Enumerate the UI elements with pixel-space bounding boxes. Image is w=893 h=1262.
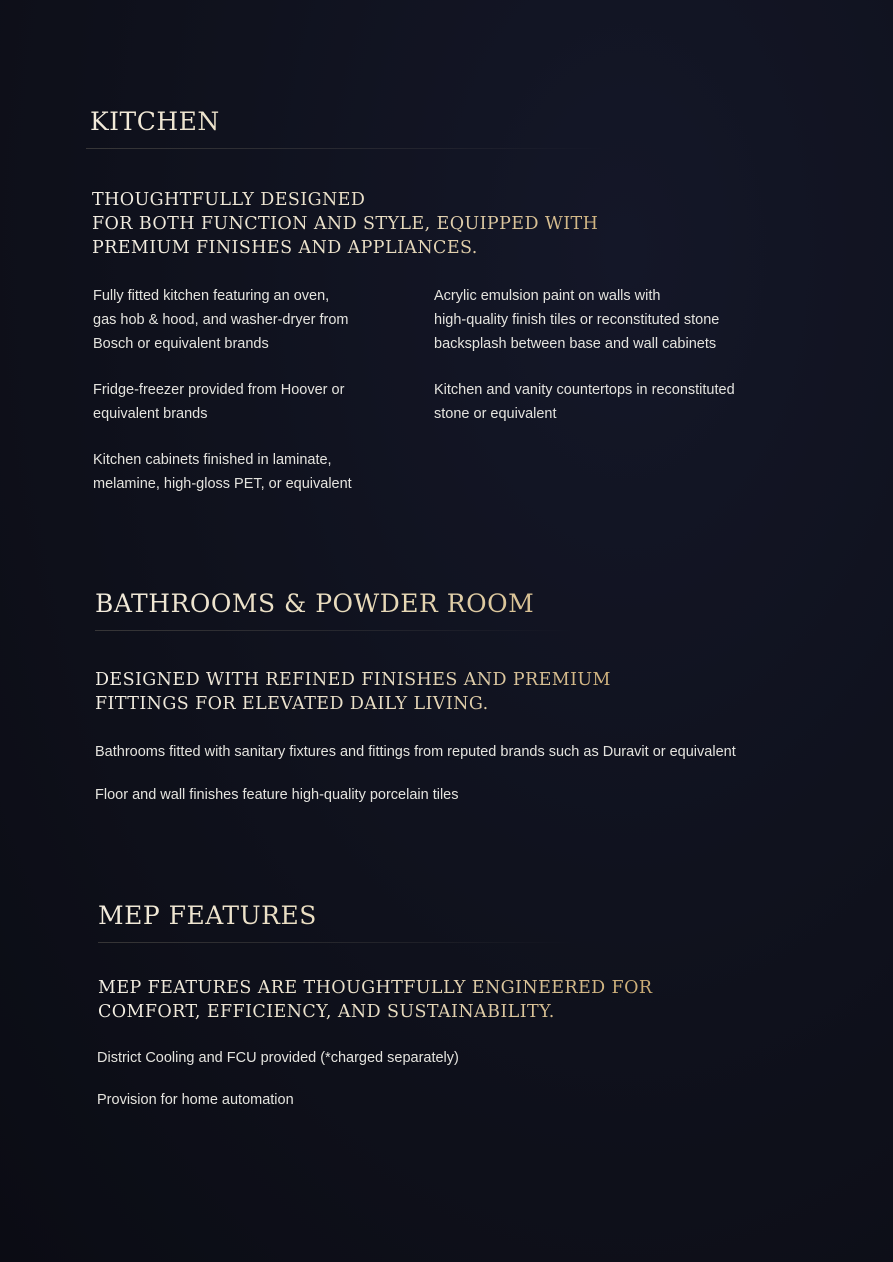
bathrooms-subtitle bbox=[95, 668, 795, 716]
kitchen-item-line: stone or equivalent bbox=[434, 406, 557, 422]
mep-section bbox=[98, 900, 798, 943]
bathrooms-subtitle-line: DESIGNED WITH REFINED FINISHES AND PREMIUM bbox=[95, 670, 611, 690]
kitchen-item-line: backsplash between base and wall cabinets bbox=[434, 336, 717, 352]
kitchen-title: KITCHEN bbox=[90, 106, 790, 138]
mep-title: MEP FEATURES bbox=[98, 900, 798, 932]
kitchen-item bbox=[434, 284, 774, 356]
bathrooms-subtitle-block bbox=[95, 668, 795, 716]
mep-subtitle bbox=[98, 976, 798, 1024]
kitchen-subtitle-line: THOUGHTFULLY DESIGNED bbox=[92, 190, 366, 210]
kitchen-item-line: high-quality finish tiles or reconstituted stone bbox=[434, 312, 720, 328]
mep-items bbox=[97, 1046, 797, 1112]
kitchen-right-column bbox=[434, 284, 774, 426]
kitchen-item bbox=[93, 284, 413, 356]
kitchen-divider bbox=[86, 148, 606, 149]
bathrooms-section bbox=[95, 588, 795, 631]
bathrooms-divider bbox=[95, 630, 575, 631]
bathrooms-items bbox=[95, 740, 815, 807]
kitchen-item-line: Acrylic emulsion paint on walls with bbox=[434, 288, 661, 304]
kitchen-subtitle-line: FOR BOTH FUNCTION AND STYLE, EQUIPPED WITH bbox=[92, 214, 599, 234]
mep-item: Provision for home automation bbox=[97, 1092, 294, 1108]
kitchen-item-line: gas hob & hood, and washer-dryer from bbox=[93, 312, 349, 328]
kitchen-item-line: melamine, high-gloss PET, or equivalent bbox=[93, 476, 352, 492]
mep-item: District Cooling and FCU provided (*charged separately) bbox=[97, 1050, 459, 1066]
kitchen-subtitle bbox=[92, 188, 792, 260]
mep-divider bbox=[98, 942, 578, 943]
kitchen-left-column bbox=[93, 284, 413, 496]
bathrooms-subtitle-line: FITTINGS FOR ELEVATED DAILY LIVING. bbox=[95, 694, 489, 714]
kitchen-item bbox=[434, 378, 774, 426]
kitchen-item bbox=[93, 378, 413, 426]
kitchen-section bbox=[90, 106, 790, 149]
mep-subtitle-line: MEP FEATURES ARE THOUGHTFULLY ENGINEERED FOR bbox=[98, 978, 653, 998]
kitchen-item-line: equivalent brands bbox=[93, 406, 208, 422]
kitchen-subtitle-block bbox=[92, 188, 792, 260]
kitchen-item-line: Kitchen and vanity countertops in reconstituted bbox=[434, 382, 735, 398]
mep-subtitle-line: COMFORT, EFFICIENCY, AND SUSTAINABILITY. bbox=[98, 1002, 555, 1022]
kitchen-item-line: Fridge-freezer provided from Hoover or bbox=[93, 382, 345, 398]
kitchen-item-line: Fully fitted kitchen featuring an oven, bbox=[93, 288, 330, 304]
bathrooms-item: Floor and wall finishes feature high-quality porcelain tiles bbox=[95, 787, 459, 803]
bathrooms-title: BATHROOMS & POWDER ROOM bbox=[95, 588, 795, 620]
kitchen-item-line: Bosch or equivalent brands bbox=[93, 336, 269, 352]
bathrooms-item: Bathrooms fitted with sanitary fixtures and fittings from reputed brands such as Duravit or equivalent bbox=[95, 744, 736, 760]
kitchen-item bbox=[93, 448, 413, 496]
mep-subtitle-block bbox=[98, 976, 798, 1024]
kitchen-subtitle-line: PREMIUM FINISHES AND APPLIANCES. bbox=[92, 238, 478, 258]
kitchen-item-line: Kitchen cabinets finished in laminate, bbox=[93, 452, 332, 468]
